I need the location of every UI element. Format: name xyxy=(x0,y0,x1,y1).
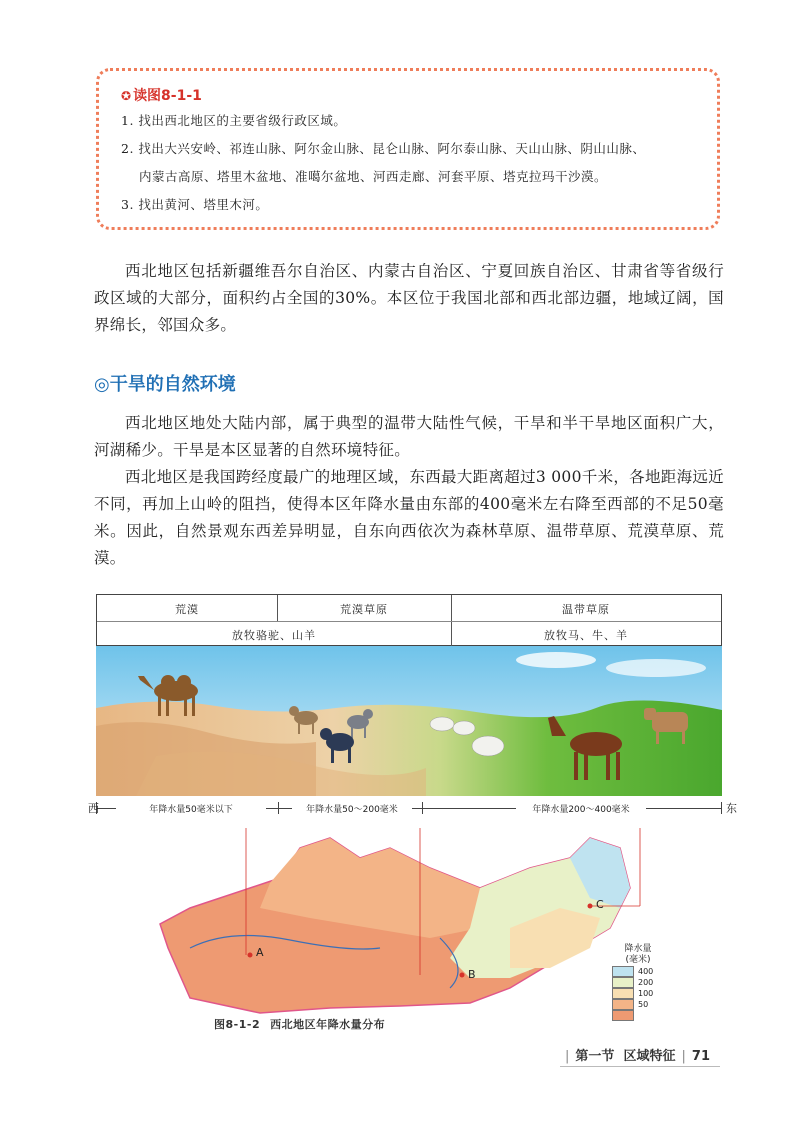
footer-rule xyxy=(560,1066,720,1067)
legend-swatch xyxy=(612,966,634,977)
reading-task-item-1: 1. 找出西北地区的主要省级行政区域。 xyxy=(121,113,347,128)
reading-task-item-2-line-1: 2. 找出大兴安岭、祁连山脉、阿尔金山脉、昆仑山脉、阿尔泰山脉、天山山脉、阴山山脉、 xyxy=(121,141,646,156)
map-point-b: B xyxy=(468,968,476,981)
legend-value: 50 xyxy=(638,1000,649,1009)
paragraph-landscape-gradient: 西北地区是我国跨经度最广的地理区域，东西最大距离超过3 000千米，各地距海远近不同，再加上山岭的阻挡，使得本区年降水量由东部的400毫米左右降至西部的不足50毫米。因此，自然景观东西差异明显，自东向西依次为森林草原、温带草原、荒漠草原、荒漠。 xyxy=(94,468,724,567)
livestock-west-label: 放牧骆驼、山羊 xyxy=(232,629,316,642)
legend-row xyxy=(608,988,668,999)
legend-swatch xyxy=(612,977,634,988)
legend-row xyxy=(608,966,668,977)
page-footer: | 第一节 区域特征 | 71 xyxy=(565,1049,710,1064)
map-point-c: C xyxy=(596,898,604,911)
legend-value: 200 xyxy=(638,978,654,987)
section-heading: ◎干旱的自然环境 xyxy=(94,374,236,395)
intro-paragraph: 西北地区包括新疆维吾尔自治区、内蒙古自治区、宁夏回族自治区、甘肃省等省级行政区域的大部分，面积约占全国的30%。本区位于我国北部和西北部边疆，地域辽阔，国界绵长，邻国众多。 xyxy=(94,262,724,334)
legend-value: 400 xyxy=(638,967,654,976)
rain-label-west: 年降水量50毫米以下 xyxy=(116,802,266,815)
reading-task-item-2-line-2: 内蒙古高原、塔里木盆地、准噶尔盆地、河西走廊、河套平原、塔克拉玛干沙漠。 xyxy=(139,169,608,184)
zone-temperate-steppe-label: 温带草原 xyxy=(562,603,610,616)
footer-section: 第一节 xyxy=(575,1049,615,1064)
map-point-a: A xyxy=(256,946,264,959)
legend-swatch xyxy=(612,988,634,999)
direction-east: 东 xyxy=(726,802,737,815)
precipitation-map xyxy=(150,828,660,1018)
footer-title: 区域特征 xyxy=(623,1049,676,1064)
figure-caption-text: 西北地区年降水量分布 xyxy=(270,1018,386,1031)
legend-row xyxy=(608,999,668,1010)
figure-caption xyxy=(214,1016,395,1032)
landscape-illustration xyxy=(96,646,722,796)
legend-row xyxy=(608,1010,668,1021)
paragraph-arid-climate: 西北地区地处大陆内部，属于典型的温带大陆性气候，干旱和半干旱地区面积广大，河湖稀少。干旱是本区显著的自然环境特征。 xyxy=(94,414,724,459)
zone-desert-steppe-label: 荒漠草原 xyxy=(340,603,388,616)
zone-desert-label: 荒漠 xyxy=(175,603,199,616)
rain-label-east: 年降水量200～400毫米 xyxy=(516,802,646,815)
reading-task-box xyxy=(96,68,720,230)
landscape-zone-header xyxy=(96,594,722,646)
reading-task-title-text: 读图8-1-1 xyxy=(133,88,202,104)
direction-west: 西 xyxy=(88,802,99,815)
landscape-gradient-figure xyxy=(96,594,722,827)
legend-value: 100 xyxy=(638,989,654,998)
legend-title-2: (毫米) xyxy=(625,955,651,965)
reading-task-item-3: 3. 找出黄河、塔里木河。 xyxy=(121,197,269,212)
page-number: 71 xyxy=(691,1049,710,1064)
reading-task-title xyxy=(121,85,703,107)
figure-caption-number: 图8-1-2 xyxy=(214,1018,261,1031)
legend-swatch xyxy=(612,999,634,1010)
precipitation-legend xyxy=(608,944,668,1021)
legend-swatch xyxy=(612,1010,634,1021)
reading-task-icon: ✪ xyxy=(121,89,132,103)
rain-label-middle: 年降水量50～200毫米 xyxy=(292,802,412,815)
precipitation-scale xyxy=(96,796,722,822)
livestock-east-label: 放牧马、牛、羊 xyxy=(544,629,628,642)
legend-row xyxy=(608,977,668,988)
legend-title-1: 降水量 xyxy=(624,944,652,954)
